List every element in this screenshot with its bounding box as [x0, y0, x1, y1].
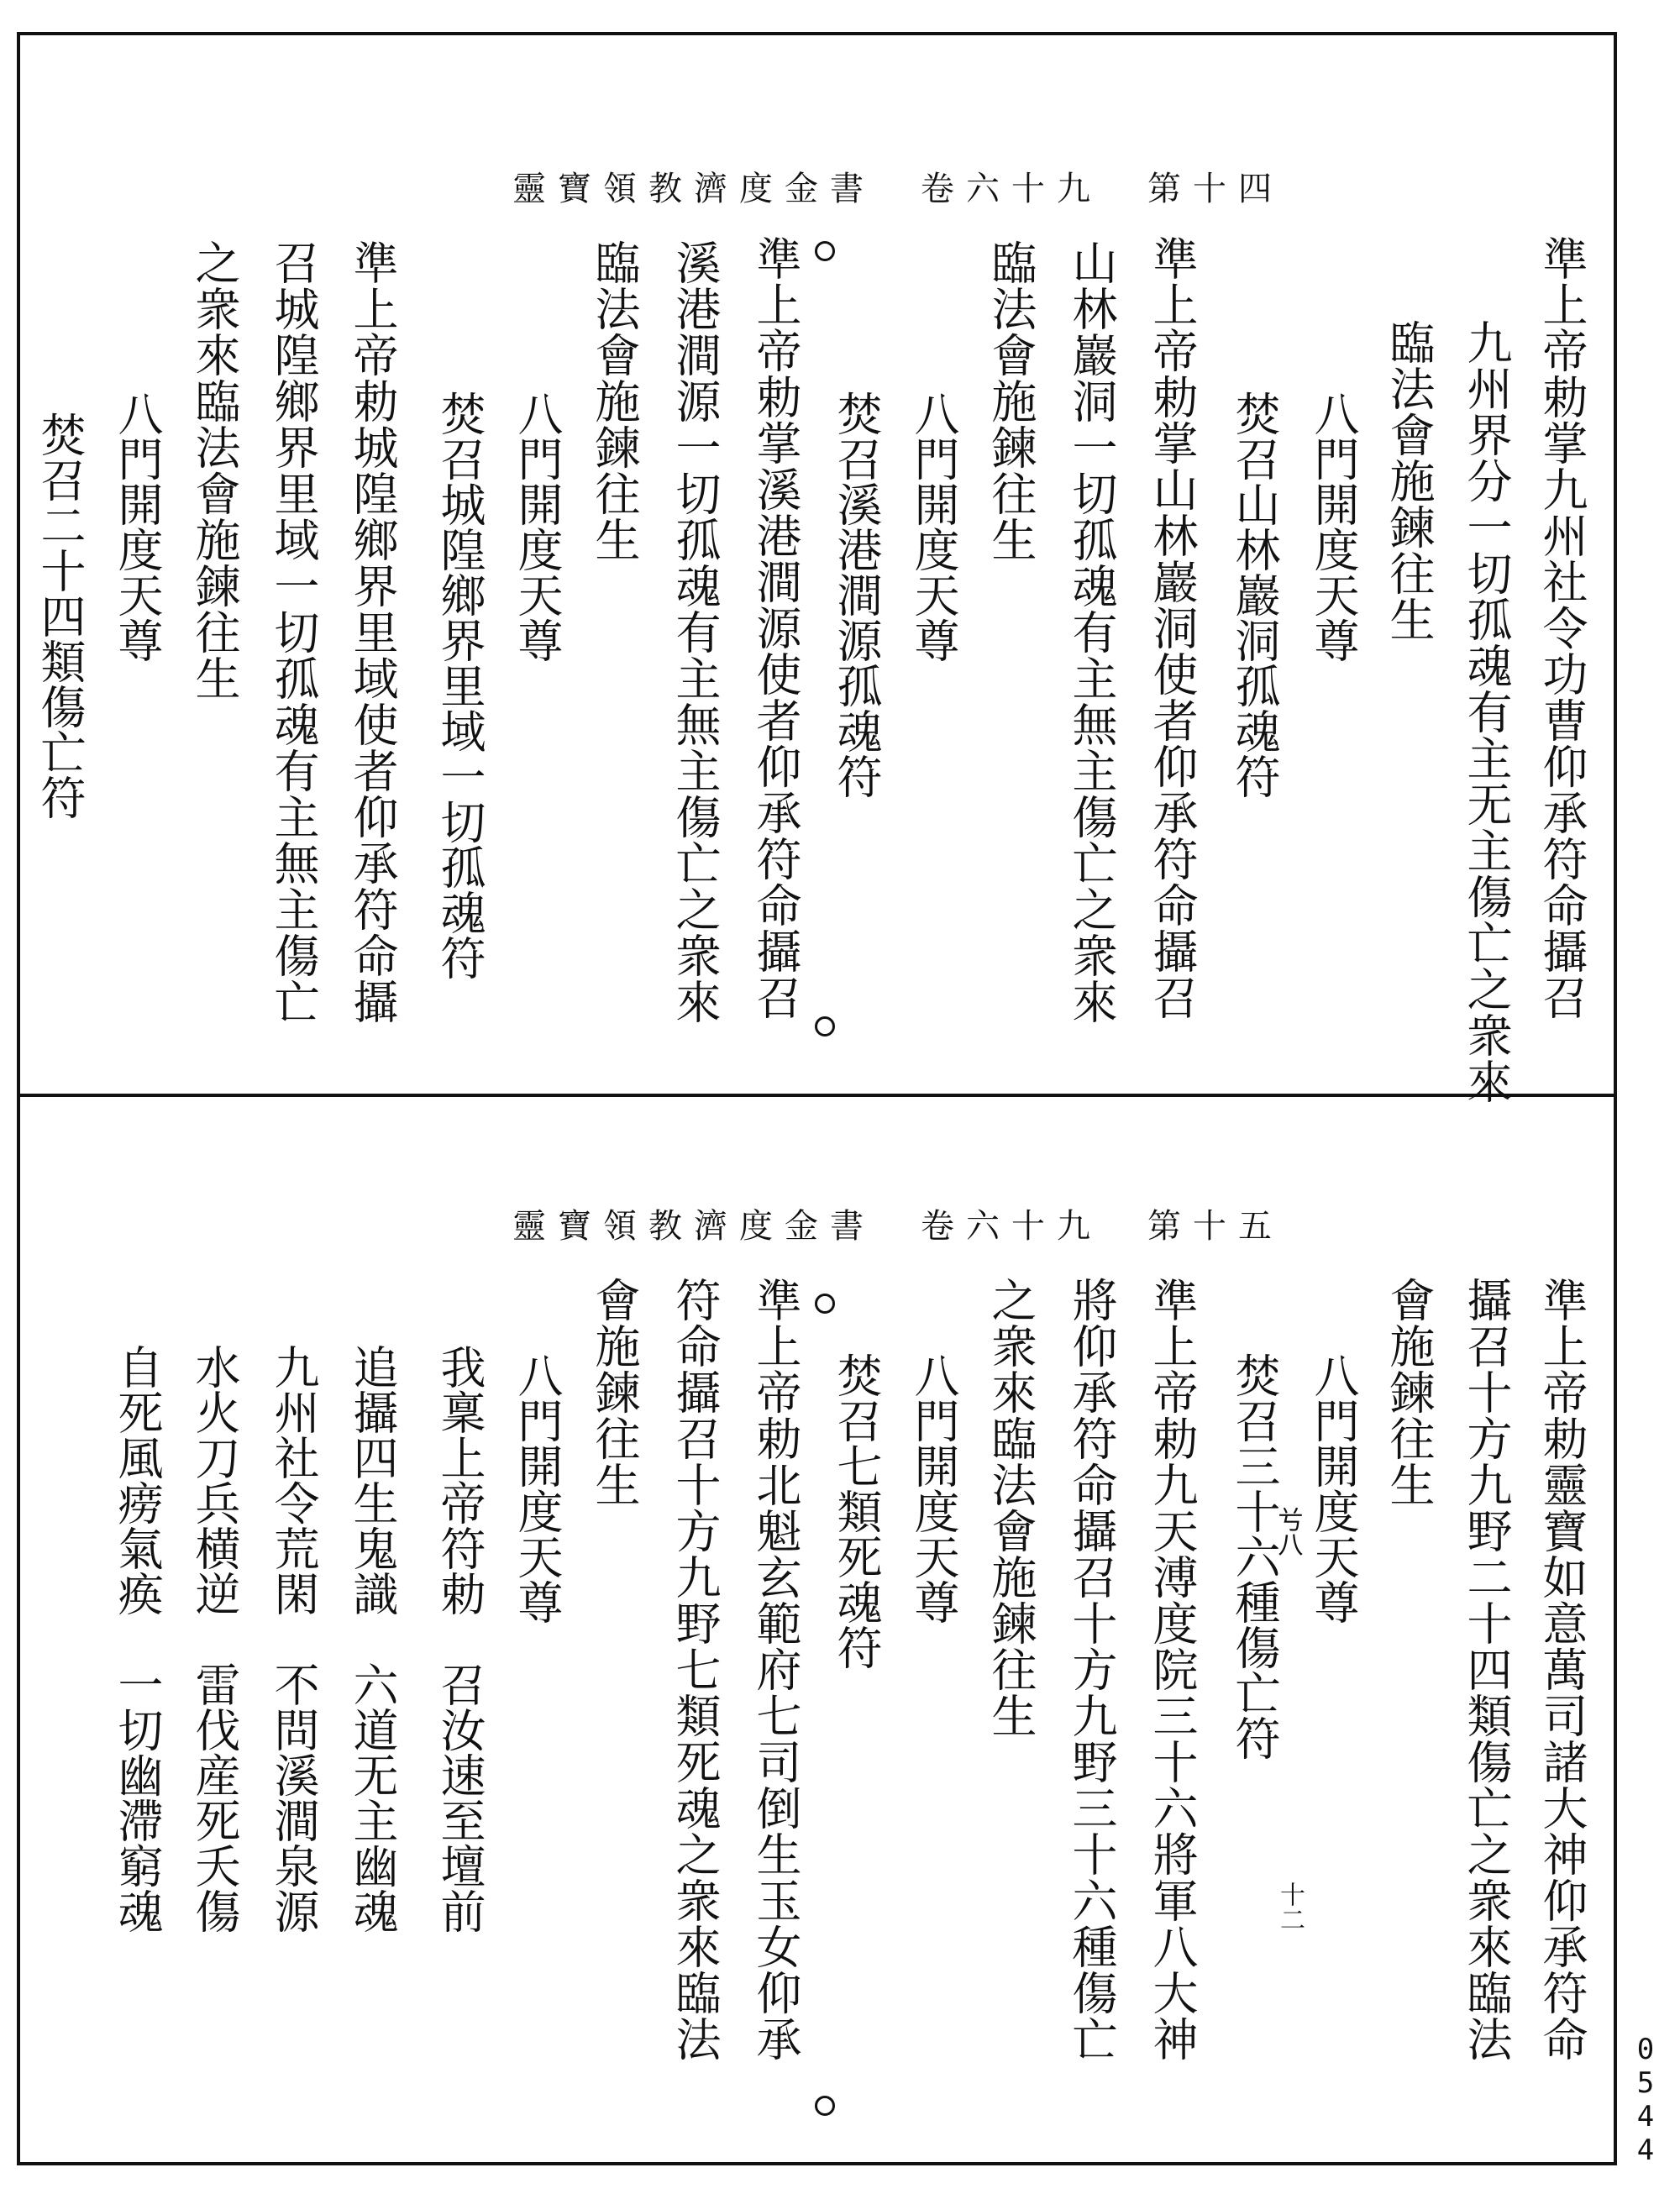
bottom-small-note-1: 𠔃八 — [1275, 1508, 1305, 1558]
top-col-4: 八門開度天尊 — [1307, 391, 1360, 663]
bottom-col-9: 八門開度天尊 — [907, 1352, 960, 1624]
top-col-15: 焚召城隍鄉界里域一切孤魂符 — [433, 391, 486, 980]
bottom-col-11: 準上帝勅北魁玄範府七司倒生玉女仰承 — [749, 1277, 802, 2062]
bottom-col-7: 將仰承符命攝召十方九野三十六種傷亡 — [1065, 1277, 1118, 2062]
top-col-14: 八門開度天尊 — [511, 391, 564, 663]
top-header: 靈寶領教濟度金書 卷六十九 第十四 — [512, 170, 1284, 208]
top-col-18: 之衆來臨法會施鍊往生 — [188, 239, 241, 701]
bottom-col-2: 攝召十方九野二十四類傷亡之衆來臨法 — [1460, 1277, 1513, 2062]
bottom-col-17: 九州社令荒閑 不問溪澗泉源 — [267, 1344, 320, 1934]
bottom-small-note-2: 十二 — [1275, 1881, 1305, 1932]
top-col-1: 準上帝勅掌九州社令功曹仰承符命攝召 — [1536, 235, 1588, 1021]
page-number-text: 0544 — [1629, 2033, 1662, 2167]
bottom-col-6: 準上帝勅九天溥度院三十六將軍八大神 — [1146, 1277, 1199, 2062]
top-col-7: 山林巖洞一切孤魂有主無主傷亡之衆來 — [1065, 239, 1118, 1025]
bottom-col-19: 自死風痨氣痪 一切幽滯窮魂 — [111, 1344, 164, 1934]
circle-marker — [815, 241, 835, 261]
bottom-col-13: 會施鍊往生 — [588, 1277, 641, 1508]
bottom-header: 靈寶領教濟度金書 卷六十九 第十五 — [512, 1207, 1284, 1246]
top-col-16: 準上帝勅城隍鄉界里域使者仰承符命攝 — [346, 239, 399, 1025]
bottom-col-10: 焚召七類死魂符 — [830, 1352, 883, 1670]
top-col-10: 焚召溪港澗源孤魂符 — [830, 391, 883, 799]
top-col-13: 臨法會施鍊往生 — [588, 239, 641, 563]
top-col-17: 召城隍鄉界里域一切孤魂有主無主傷亡 — [267, 239, 320, 1025]
bottom-col-8: 之衆來臨法會施鍊往生 — [984, 1277, 1037, 1739]
bottom-col-5: 焚召三十六種傷亡符 — [1228, 1352, 1281, 1761]
top-col-2: 九州界分一切孤魂有主无主傷亡之衆來 — [1460, 319, 1513, 1105]
top-col-8: 臨法會施鍊往生 — [984, 239, 1037, 563]
panel-divider — [17, 1094, 1617, 1097]
bottom-col-14: 八門開度天尊 — [511, 1352, 564, 1624]
top-col-12: 溪港澗源一切孤魂有主無主傷亡之衆來 — [669, 239, 722, 1025]
circle-marker — [815, 1016, 835, 1037]
bottom-col-18: 水火刀兵横逆 雷伐産死夭傷 — [188, 1344, 241, 1934]
bottom-col-1: 準上帝勅靈寶如意萬司諸大神仰承符命 — [1536, 1277, 1588, 2062]
bottom-col-3: 會施鍊往生 — [1383, 1277, 1436, 1508]
bottom-col-16: 追攝四生鬼識 六道无主幽魂 — [346, 1344, 399, 1934]
top-col-11: 準上帝勅掌溪港澗源使者仰承符命攝召 — [749, 235, 802, 1021]
top-col-5: 焚召山林巖洞孤魂符 — [1228, 391, 1281, 799]
top-col-3: 臨法會施鍊往生 — [1383, 319, 1436, 643]
top-col-19: 八門開度天尊 — [111, 391, 164, 663]
page-frame — [17, 32, 1617, 2165]
circle-marker — [815, 1294, 835, 1314]
bottom-col-4: 八門開度天尊 — [1307, 1352, 1360, 1624]
circle-marker — [815, 2096, 835, 2116]
bottom-col-15: 我稟上帝符勅 召汝速至壇前 — [433, 1344, 486, 1934]
top-col-20: 焚召二十四類傷亡符 — [34, 412, 87, 820]
top-col-6: 準上帝勅掌山林巖洞使者仰承符命攝召 — [1146, 235, 1199, 1021]
top-col-9: 八門開度天尊 — [907, 391, 960, 663]
bottom-col-12: 符命攝召十方九野七類死魂之衆來臨法 — [669, 1277, 722, 2062]
